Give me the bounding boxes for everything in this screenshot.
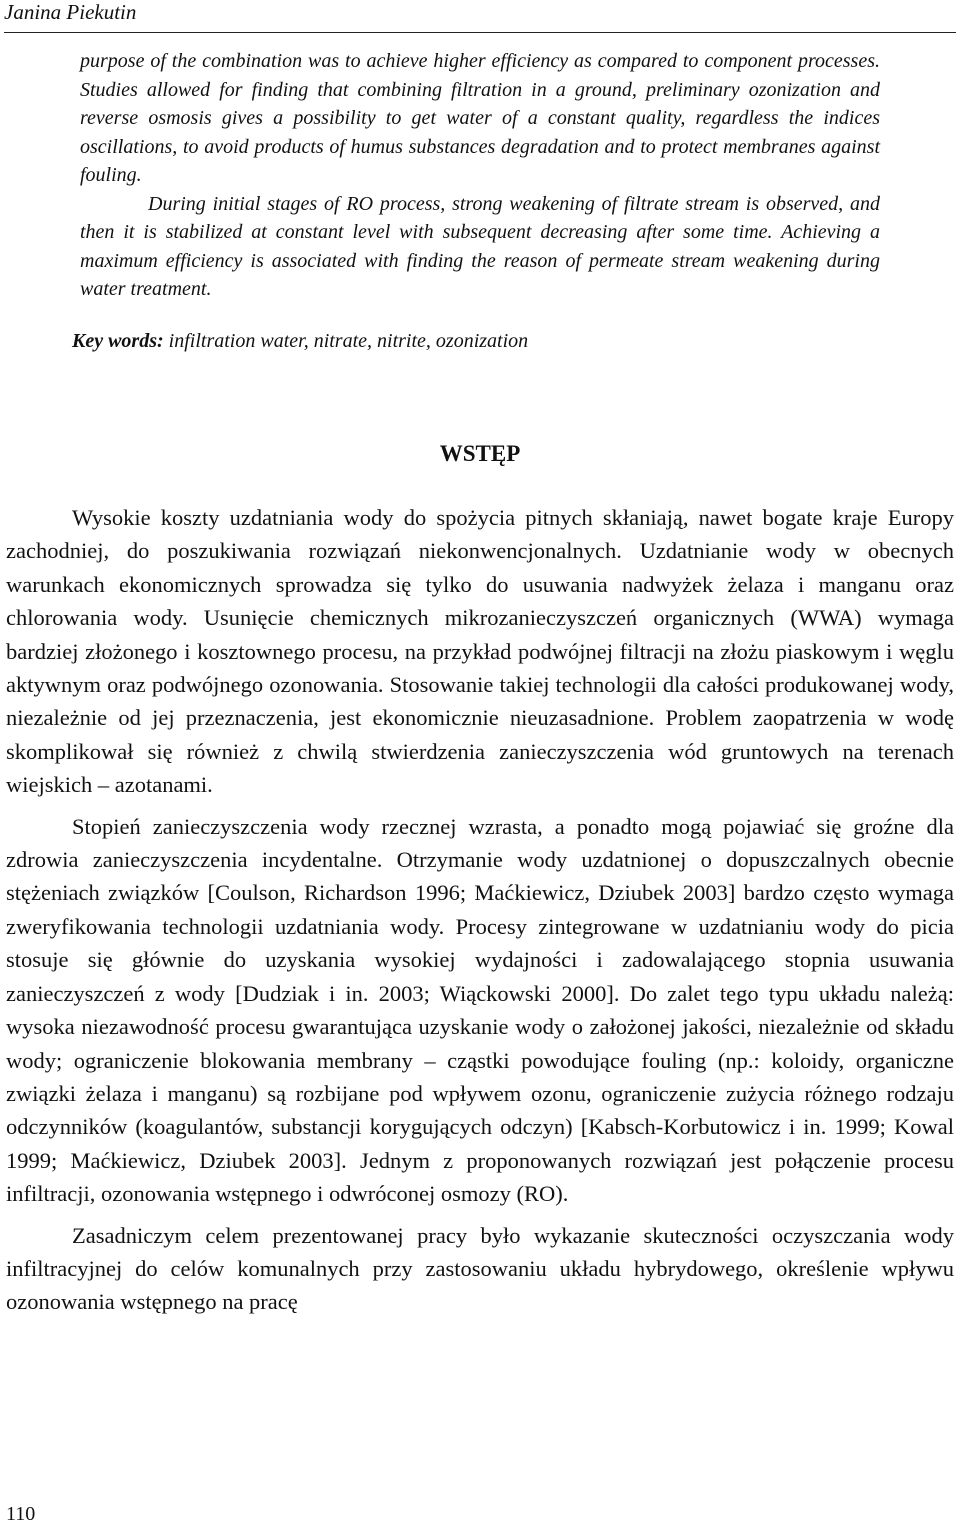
body-paragraph: Zasadniczym celem prezentowanej pracy było wykazanie skuteczności oczyszczania wody infiltracyjnej do celów komunalnych przy zastosowaniu układu hybrydowego, określenie wpływu ozonowania wstępnego na pracę bbox=[6, 1222, 954, 1315]
keywords-line bbox=[72, 327, 892, 355]
body-text bbox=[6, 501, 954, 1319]
keywords-label: Key words: bbox=[72, 330, 164, 352]
body-paragraph: Wysokie koszty uzdatniania wody do spożycia pitnych skłaniają, nawet bogate kraje Europy zachodniej, do poszukiwania rozwiązań niekonwencjonalnych. Uzdatnianie wody w obecnych warunkach ekonomicznych sprowadza się tylko do usuwania nadwyżek żelaza i manganu oraz chlorowania wody. Usunięcie chemicznych mikrozanieczyszczeń organicznych (WWA) wymaga bardziej złożonego i kosztownego procesu, na przykład podwójnej filtracji na złożu piaskowym i węglu aktywnym oraz podwójnego ozonowania. Stosowanie takiej technologii dla całości produkowanej wody, niezależnie od jej przeznaczenia, jest ekonomicznie nieuzasadnione. Problem zaopatrzenia w wodę skomplikował się również z chwilą stwierdzenia zanieczyszczenia wód gruntowych na terenach wiejskich – azotanami. bbox=[6, 505, 954, 798]
abstract-paragraph: During initial stages of RO process, strong weakening of filtrate stream is observed, and then it is stabilized at constant level with subsequent decreasing after some time. Achieving a maximum efficiency is associated with finding the reason of permeate stream weakening during water treatment. bbox=[80, 192, 880, 300]
running-head-author: Janina Piekutin bbox=[4, 0, 137, 24]
keywords-text: infiltration water, nitrate, nitrite, ozonization bbox=[163, 330, 529, 352]
section-heading: WSTĘP bbox=[439, 441, 521, 466]
abstract-paragraph: purpose of the combination was to achieve higher efficiency as compared to component processes. Studies allowed for finding that combining filtration in a ground, preliminary ozonization and reverse osmosis gives a possibility to get water of a constant quality, regardless the indices oscillations, to avoid products of humus substances degradation and to protect membranes against fouling. bbox=[80, 50, 880, 186]
header-divider bbox=[4, 32, 956, 33]
page-number: 110 bbox=[6, 1503, 36, 1525]
body-paragraph: Stopień zanieczyszczenia wody rzecznej wzrasta, a ponadto mogą pojawiać się groźne dla zdrowia zanieczyszczenia incydentalne. Otrzymanie wody uzdatnionej o dopuszczalnych obecnie stężeniach związków [Coulson, Richardson 1996; Maćkiewicz, Dziubek 2003] bardzo często wymaga zweryfikowania technologii uzdatniania wody. Procesy zintegrowane w uzdatnianiu wody do picia stosuje się głównie do uzyskania wysokiej wydajności i zadowalającego stopnia usuwania zanieczyszczeń z wody [Dudziak i in. 2003; Wiąckowski 2000]. Do zalet tego typu układu należą: wysoka niezawodność procesu gwarantująca uzyskanie wody o założonej jakości, niezależnie od składu wody; ograniczenie blokowania membrany – cząstki powodujące fouling (np.: koloidy, organiczne związki żelaza i manganu) są rozbijane pod wpływem ozonu, ograniczenie zużycia różnego rodzaju odczynników (koagulantów, substancji korygujących odczyn) [Kabsch-Korbutowicz i in. 1999; Kowal 1999; Maćkiewicz, Dziubek 2003]. Jednym z proponowanych rozwiązań jest połączenie procesu infiltracji, ozonowania wstępnego i odwróconej osmozy (RO). bbox=[6, 813, 954, 1207]
abstract-continuation bbox=[80, 47, 880, 304]
